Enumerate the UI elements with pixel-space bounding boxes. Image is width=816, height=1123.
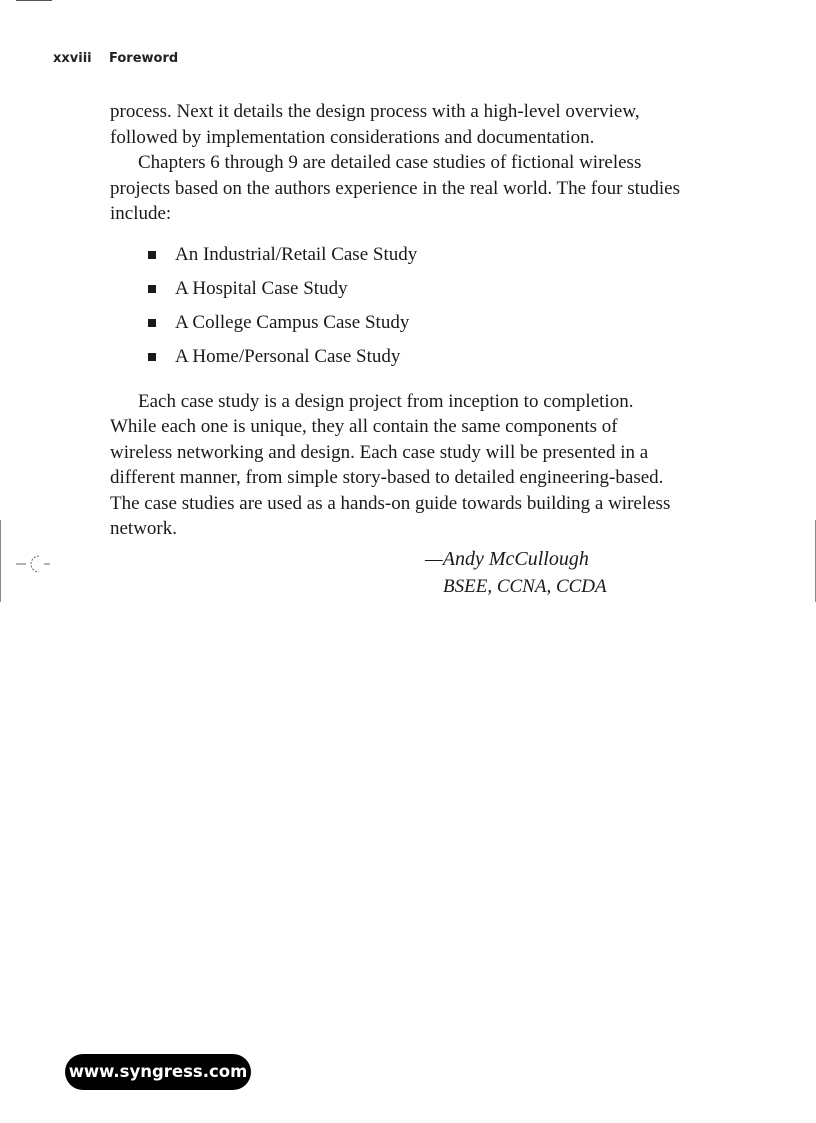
signature-name: —Andy McCullough bbox=[425, 548, 589, 570]
paragraph-continuation: process. Next it details the design process with a high-level overview, followed by implementation considerations and documentation. bbox=[110, 101, 640, 148]
bullet-square-icon bbox=[148, 285, 156, 293]
paragraph-summary: Each case study is a design project from inception to completion. While each one is unique, they all contain the same components of wireless networking and design. Each case study will be presented in a different manner, from simple story-based to detailed engineering-based. The case studies are used as a hands-on guide towards building a wireless network. bbox=[110, 390, 671, 539]
bullet-square-icon bbox=[148, 353, 156, 361]
signature-credentials: BSEE, CCNA, CCDA bbox=[443, 576, 607, 597]
website-badge[interactable]: www.syngress.com bbox=[65, 1054, 251, 1090]
list-item bbox=[148, 308, 680, 342]
section-title: Foreword bbox=[109, 51, 179, 66]
list-item bbox=[148, 240, 680, 274]
page-number: xxviii bbox=[53, 51, 92, 66]
signature-block bbox=[425, 546, 607, 600]
bullet-square-icon bbox=[148, 251, 156, 259]
list-item-label: An Industrial/Retail Case Study bbox=[175, 243, 418, 265]
list-item-label: A Home/Personal Case Study bbox=[175, 345, 401, 367]
bullet-square-icon bbox=[148, 319, 156, 327]
running-header bbox=[53, 51, 178, 66]
list-item bbox=[148, 342, 680, 376]
case-study-list bbox=[110, 240, 680, 376]
list-item bbox=[148, 274, 680, 308]
body-text bbox=[110, 99, 680, 542]
list-item-label: A College Campus Case Study bbox=[175, 311, 410, 333]
list-item-label: A Hospital Case Study bbox=[175, 277, 348, 299]
top-crop-rule bbox=[16, 0, 52, 1]
left-crop-mark bbox=[0, 520, 1, 602]
paragraph-chapters: Chapters 6 through 9 are detailed case studies of fictional wireless projects based on the authors experience in the real world. The four studies include: bbox=[110, 152, 680, 224]
registration-mark-icon bbox=[16, 552, 52, 576]
